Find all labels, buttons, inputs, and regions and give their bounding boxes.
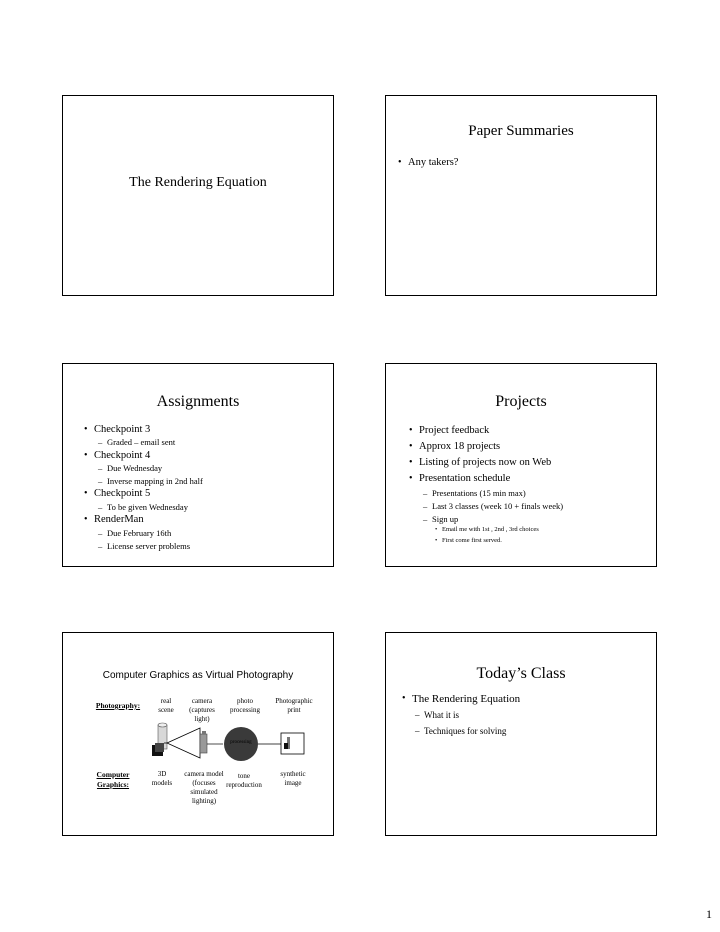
- computer-graphics-label: Computer Graphics:: [96, 770, 130, 789]
- today-subitem: – Techniques for solving: [424, 727, 506, 736]
- project-subitem: – Sign up: [432, 515, 458, 524]
- assignment-subitem: – Due February 16th: [107, 529, 171, 538]
- photography-label: Photography:: [95, 701, 141, 710]
- project-item: • Listing of projects now on Web: [419, 458, 551, 469]
- processing-text: processing: [230, 740, 252, 745]
- cg-synthetic-image: synthetic image: [280, 770, 306, 788]
- assignment-item: • Checkpoint 4: [94, 451, 150, 462]
- today-item: • The Rendering Equation: [412, 694, 520, 705]
- project-subitem: – Last 3 classes (week 10 + finals week): [432, 502, 563, 511]
- photo-processing: photo processing: [230, 697, 260, 715]
- cg-tone-reproduction: tone reproduction: [226, 772, 262, 790]
- assignment-subitem: – License server problems: [107, 542, 190, 551]
- cg-camera-model: camera model (focuses simulated lighting): [184, 770, 224, 806]
- slide-2-bullet: • Any takers?: [408, 158, 458, 169]
- slide-5: [62, 632, 334, 836]
- project-subsubitem: • Email me with 1st , 2nd , 3rd choices: [442, 527, 539, 534]
- photo-camera: camera (captures light): [189, 697, 215, 724]
- assignment-subitem: – To be given Wednesday: [107, 503, 188, 512]
- slide-3: [62, 363, 334, 567]
- project-subitem: – Presentations (15 min max): [432, 489, 526, 498]
- print-icon: [281, 733, 304, 754]
- today-subitem: – What it is: [424, 711, 459, 720]
- project-item: • Presentation schedule: [419, 474, 510, 485]
- assignment-item: • RenderMan: [94, 515, 144, 526]
- project-subsubitem: • First come first served.: [442, 538, 502, 545]
- assignment-item: • Checkpoint 3: [94, 425, 150, 436]
- slide-4: [385, 363, 657, 567]
- photo-real-scene: real scene: [158, 697, 174, 715]
- assignment-subitem: – Inverse mapping in 2nd half: [107, 477, 203, 486]
- scene-objects-icon: [152, 723, 167, 756]
- camera-lens-icon: [164, 728, 207, 758]
- slide-1: [62, 95, 334, 296]
- page-number: 1: [706, 907, 712, 921]
- project-item: • Project feedback: [419, 426, 489, 437]
- slide-4-title: Projects: [495, 393, 547, 410]
- slide-6-title: Today’s Class: [476, 665, 566, 682]
- assignment-subitem: – Graded – email sent: [107, 438, 175, 447]
- pipeline-illustration: [63, 633, 335, 837]
- photo-print: Photographic print: [275, 697, 313, 715]
- slide-1-title: The Rendering Equation: [129, 175, 267, 190]
- assignment-subitem: – Due Wednesday: [107, 464, 162, 473]
- slide-5-title: Computer Graphics as Virtual Photography: [102, 670, 294, 681]
- slide-2: [385, 95, 657, 296]
- slide-2-title: Paper Summaries: [468, 123, 574, 139]
- slide-6: [385, 632, 657, 836]
- cg-3d-models: 3D models: [151, 770, 173, 788]
- assignment-item: • Checkpoint 5: [94, 489, 150, 500]
- project-item: • Approx 18 projects: [419, 442, 500, 453]
- slide-3-title: Assignments: [156, 393, 240, 410]
